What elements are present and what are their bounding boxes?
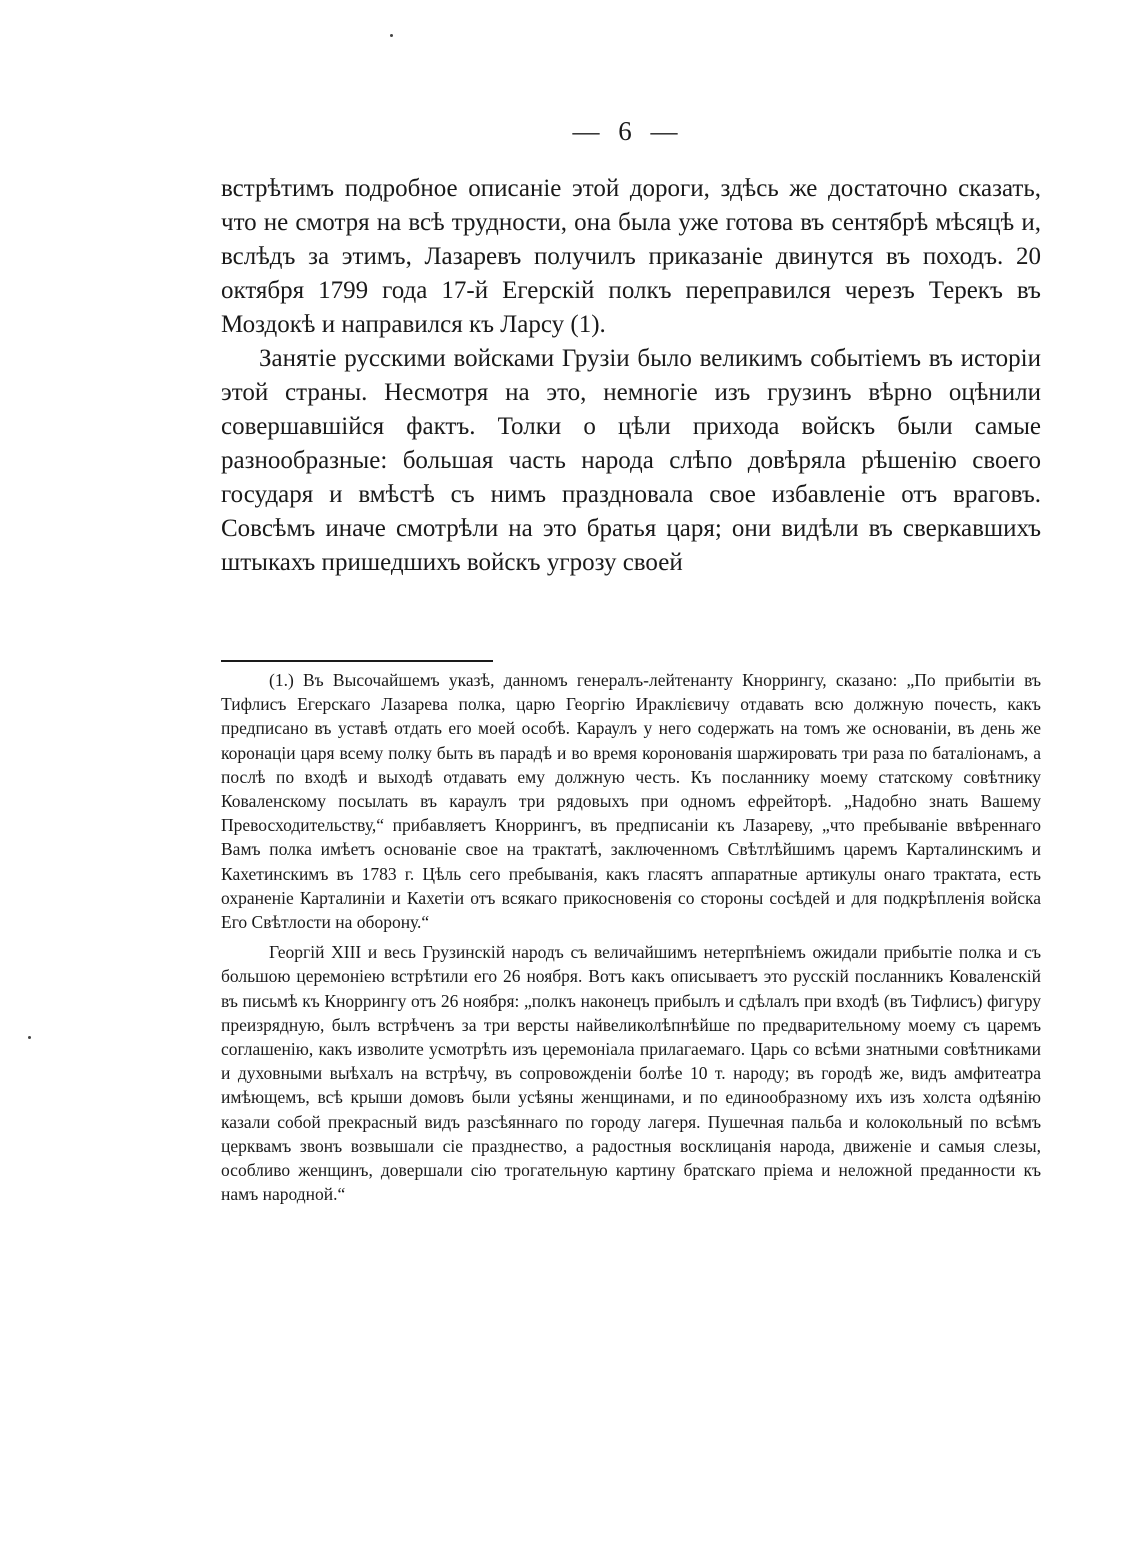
main-paragraph: встрѣтимъ подробное описаніе этой дороги, здѣсь же достаточно сказать, что не смотря на всѣ трудности, она была уже готова въ сентябрѣ мѣсяцѣ и, вслѣдъ за этимъ, Лазаревъ получилъ приказаніе двинутся въ походъ. 20 октября 1799 года 17-й Егерскій полкъ переправился черезъ Терекъ въ Моздокѣ и направился къ Ларсу (1). — [221, 175, 1041, 338]
paper-speck — [28, 1036, 31, 1039]
main-text-body — [221, 172, 1041, 580]
paper-speck — [390, 34, 393, 37]
footnote-continuation: Георгій XIII и весь Грузинскій народъ съ величайшимъ нетерпѣніемъ ожидали прибытіе полка и съ большою церемоніею встрѣтили его 26 ноября. Вотъ какъ описываетъ это русскій посланникъ Коваленскій въ письмѣ къ Кноррингу отъ 26 ноября: „полкъ наконецъ прибылъ и сдѣлалъ при входѣ (въ Тифлисъ) фигуру преизрядную, былъ встрѣченъ за три версты найвеликолѣпнѣйше по предварительному моему съ царемъ соглашенію, какъ изволите усмотрѣть изъ церемоніала прилагаемаго. Царь со всѣми знатными совѣтниками и духовными выѣхалъ на встрѣчу, въ сопровожденіи болѣе 10 т. народу; въ городѣ же, видъ амфитеатра имѣющемъ, всѣ крыши домовъ были усѣяны женщинами, и по единообразному ихъ изъ холста одѣянію казали собой прекрасный видъ разсѣяннаго по городу лагеря. Пушечная пальба и колокольный по всѣмъ церквамъ звонъ возвышали сіе празднество, а радостныя восклицанія народа, движеніе и самыя слезы, особливо женщинъ, довершали сію трогательную картину братскаго пріема и неложной преданности къ намъ народной.“ — [221, 942, 1041, 1205]
footnote-separator — [221, 660, 493, 662]
footnote-1: (1.) Въ Высочайшемъ указѣ, данномъ генералъ-лейтенанту Кноррингу, сказано: „По прибытіи въ Тифлисъ Егерскаго Лазарева полка, царю Георгію Ираклієвичу отдавать всю должную почесть, какъ предписано въ уставѣ отдать его моей особѣ. Караулъ у него содержать на томъ же основаніи, въ день же коронаціи царя всему полку быть въ парадѣ и во время коронованія шаржировать три раза по баталіонамъ, а послѣ по входѣ и выходѣ отдавать ему должную честь. Къ посланнику моему статскому совѣтнику Коваленскому посылать въ караулъ три рядовыхъ при одномъ ефрейторѣ. „Надобно знать Вашему Превосходительству,“ прибавляетъ Кноррингъ, въ предписаніи къ Лазареву, „что пребываніе ввѣреннаго Вамъ полка имѣетъ основаніе свое на трактатѣ, заключенномъ Свѣтлѣйшимъ царемъ Карталинскимъ и Кахетинскимъ въ 1783 г. Цѣль сего пребыванія, какъ гласятъ аппаратные артикулы онаго трактата, есть охраненіе Карталиніи и Кахетіи отъ всякаго прикосновенія со стороны сосѣдей и для подкрѣпленія войска Его Свѣтлости на оборону.“ — [221, 670, 1041, 933]
footnotes — [221, 668, 1041, 1206]
page-number: — 6 — — [572, 116, 684, 146]
main-paragraph: Занятіе русскими войсками Грузіи было великимъ событіемъ въ исторіи этой страны. Несмотря на это, немногіе изъ грузинъ вѣрно оцѣнили совершавшійся фактъ. Толки о цѣли прихода войскъ были самые разнообразные: большая часть народа слѣпо довѣряла рѣшенію своего государя и вмѣстѣ съ нимъ праздновала свое избавленіе отъ враговъ. Совсѣмъ иначе смотрѣли на это братья царя; они видѣли въ сверкавшихъ штыкахъ пришедшихъ войскъ угрозу своей — [221, 345, 1041, 576]
